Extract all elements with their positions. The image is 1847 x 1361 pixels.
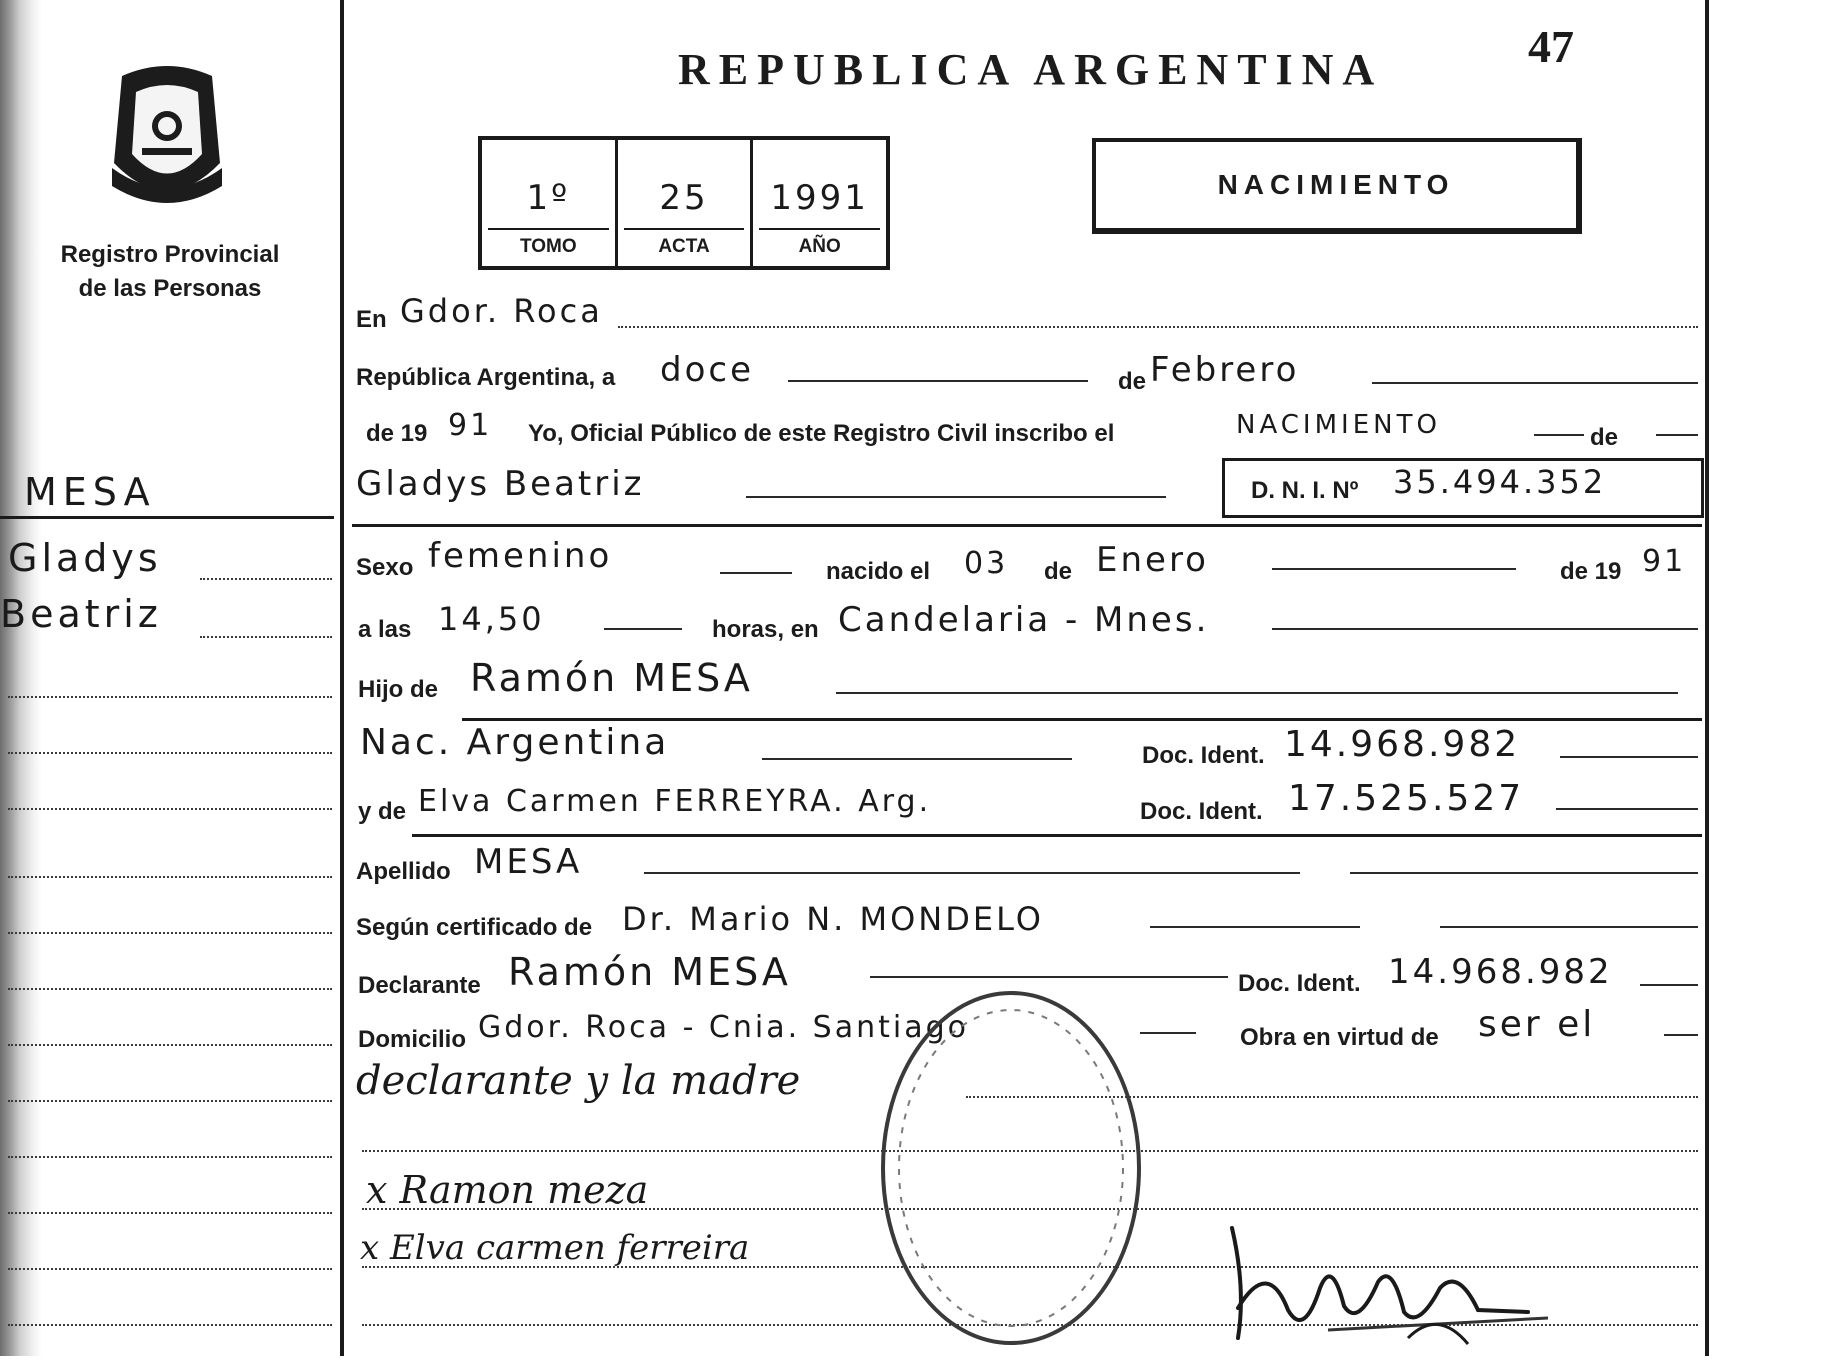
right-rule [1705, 0, 1709, 1356]
margin-line [8, 1268, 332, 1270]
value-dni: 35.494.352 [1393, 463, 1607, 501]
official-stamp-icon [876, 986, 1146, 1355]
fill-line [1640, 984, 1698, 986]
label-declarante: Declarante [358, 972, 481, 999]
margin-given-name-1: Gladys [8, 536, 162, 580]
label-doc-mother: Doc. Ident. [1140, 798, 1263, 825]
margin-line [8, 696, 332, 698]
value-place: Gdor. Roca [400, 292, 603, 330]
acta-value: 25 [624, 140, 745, 230]
margin-line [8, 1212, 332, 1214]
binding-shadow [0, 0, 42, 1356]
margin-line [8, 808, 332, 810]
label-segun: Según certificado de [356, 914, 593, 941]
fill-line [1560, 756, 1698, 758]
label-apellido: Apellido [356, 858, 451, 885]
margin-line [8, 1156, 332, 1158]
signature-mother: x Elva carmen ferreira [360, 1228, 750, 1268]
volume-record-year-box [478, 136, 890, 270]
fill-line [720, 572, 792, 574]
label-a-las: a las [358, 616, 412, 643]
fill-line [1656, 434, 1698, 436]
label-republica: República Argentina, a [356, 364, 616, 391]
registry-label [20, 238, 320, 306]
label-domicilio: Domicilio [358, 1026, 467, 1053]
fill-line [1664, 1034, 1698, 1036]
value-birth-day: 03 [964, 546, 1009, 581]
margin-surname: MESA [24, 470, 156, 514]
margin-line [8, 988, 332, 990]
registry-line1: Registro Provincial [60, 241, 280, 268]
tomo-label: TOMO [520, 236, 577, 257]
fill-line [1372, 382, 1698, 384]
value-declarante: Ramón MESA [508, 950, 791, 994]
fill-line [1556, 808, 1698, 810]
label-sexo: Sexo [356, 554, 414, 581]
fill-line [1272, 628, 1698, 630]
fill-line [604, 628, 682, 630]
anio-value: 1991 [759, 140, 880, 230]
value-obra-continuation: declarante y la madre [356, 1058, 801, 1104]
fill-line [746, 496, 1166, 498]
value-event: NACIMIENTO [1236, 410, 1441, 440]
fill-line [762, 758, 1072, 760]
margin-line [200, 636, 332, 638]
value-day: doce [660, 350, 754, 390]
section-rule [352, 524, 1702, 527]
margin-line [8, 1044, 332, 1046]
fill-line [1140, 1032, 1196, 1034]
label-y-de: y de [358, 798, 407, 825]
value-child-name: Gladys Beatriz [356, 464, 645, 504]
label-birth-year-prefix: de 19 [1560, 558, 1622, 585]
value-doctor: Dr. Mario N. MONDELO [622, 900, 1044, 938]
registry-line2: de las Personas [78, 275, 262, 302]
acta-label: ACTA [658, 236, 710, 257]
value-birth-month: Enero [1096, 540, 1209, 580]
margin-line [8, 932, 332, 934]
label-doc-father: Doc. Ident. [1142, 742, 1265, 769]
official-signature-icon [1208, 1218, 1588, 1361]
label-year-prefix: de 19 [366, 420, 428, 447]
anio-label: AÑO [798, 236, 841, 257]
acta-cell [618, 140, 754, 266]
value-obra: ser el [1478, 1004, 1596, 1045]
fill-line [1272, 568, 1516, 570]
fill-line [1150, 926, 1360, 928]
fill-line [644, 872, 1300, 874]
value-birth-year-suffix: 91 [1642, 544, 1687, 579]
value-year-suffix: 91 [448, 408, 493, 443]
label-dni: D. N. I. Nº [1251, 477, 1359, 504]
value-hour: 14,50 [438, 600, 545, 638]
fill-line [836, 692, 1678, 694]
label-en: En [356, 306, 387, 333]
page-number: 47 [1528, 21, 1574, 72]
fill-line [1534, 434, 1584, 436]
anio-cell [753, 140, 886, 266]
margin-line [8, 1100, 332, 1102]
margin-line [8, 1324, 332, 1326]
label-obra: Obra en virtud de [1240, 1024, 1439, 1051]
document-title: REPUBLICA ARGENTINA [678, 45, 1384, 94]
value-birth-place: Candelaria - Mnes. [838, 600, 1210, 640]
margin-given-name-2: Beatriz [0, 592, 162, 636]
margin-line [8, 876, 332, 878]
record-type-box [1092, 138, 1582, 234]
tomo-cell [482, 140, 618, 266]
value-month: Febrero [1150, 350, 1300, 390]
margin-line [200, 578, 332, 580]
value-father-name: Ramón MESA [470, 656, 753, 700]
label-inscribo: Yo, Oficial Público de este Registro Civil inscribo el [528, 420, 1115, 447]
label-doc-declarante: Doc. Ident. [1238, 970, 1361, 997]
fill-line [1440, 926, 1698, 928]
margin-line [8, 752, 332, 754]
dni-box [1222, 458, 1704, 518]
value-apellido: MESA [474, 842, 583, 882]
value-sexo: femenino [428, 536, 613, 576]
section-rule [462, 718, 1702, 721]
margin-surname-rule [0, 516, 334, 519]
label-de-3: de [1044, 558, 1073, 585]
value-domicilio: Gdor. Roca - Cnia. Santiago [478, 1010, 969, 1045]
value-mother-name: Elva Carmen FERREYRA. Arg. [418, 784, 932, 819]
fill-line [618, 326, 1698, 328]
margin-rule [340, 0, 344, 1356]
value-declarante-doc: 14.968.982 [1388, 952, 1613, 992]
tomo-value: 1º [488, 140, 609, 230]
fill-line [788, 380, 1088, 382]
record-type-label: NACIMIENTO [1217, 169, 1455, 200]
provincial-emblem-icon [92, 58, 242, 223]
label-de-2: de [1590, 424, 1619, 451]
label-hijo: Hijo de [358, 676, 439, 703]
fill-line [1350, 872, 1698, 874]
signature-declarant: x Ramon meza [366, 1168, 649, 1212]
value-father-doc: 14.968.982 [1284, 724, 1521, 765]
label-nacido: nacido el [826, 558, 931, 585]
value-father-nationality: Nac. Argentina [360, 722, 670, 763]
value-mother-doc: 17.525.527 [1288, 778, 1525, 819]
section-rule [412, 834, 1702, 837]
fill-line [870, 976, 1228, 978]
label-horas: horas, en [712, 616, 819, 643]
label-de: de [1118, 368, 1147, 395]
